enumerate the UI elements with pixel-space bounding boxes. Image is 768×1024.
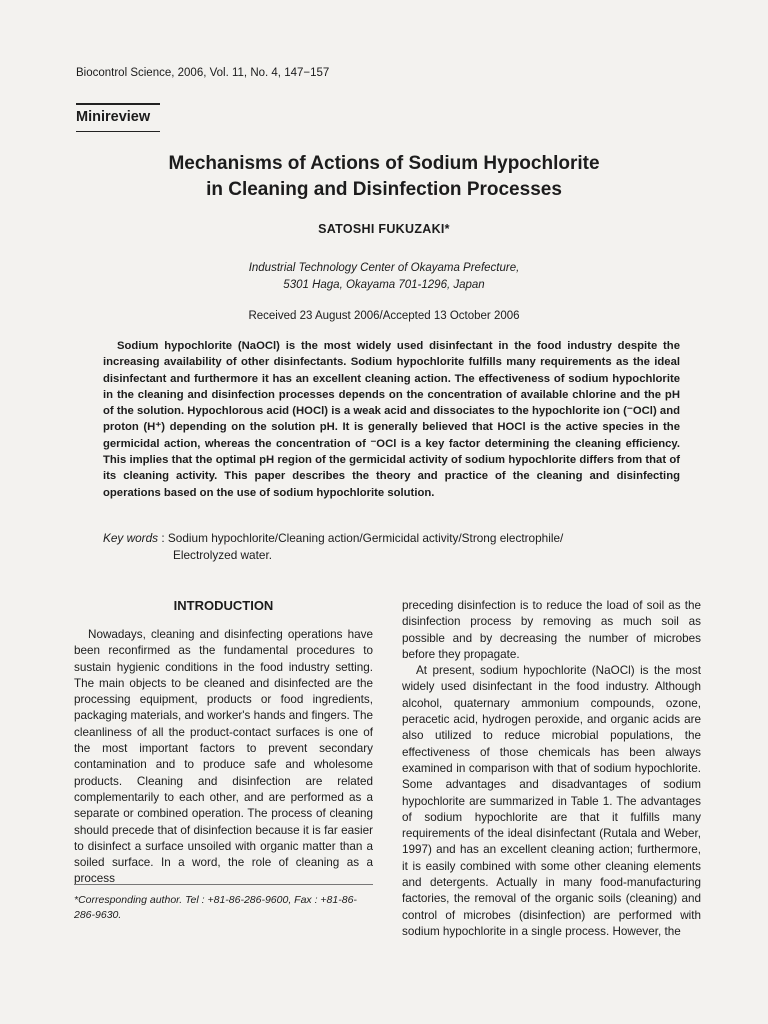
footnote-rule xyxy=(74,884,373,885)
right-paragraph-1: preceding disinfection is to reduce the load of soil as the disinfection process by removing as much soil as possible and by decreasing the number of microbes before they propagate. xyxy=(402,599,701,661)
introduction-heading: INTRODUCTION xyxy=(173,598,274,613)
affiliation-line-2: 5301 Haga, Okayama 701-1296, Japan xyxy=(283,279,485,291)
affiliation-line-1: Industrial Technology Center of Okayama Prefecture, xyxy=(248,262,520,274)
section-label: Minireview xyxy=(76,109,151,125)
corresponding-author-footnote: *Corresponding author. Tel : +81-86-286-9600, Fax : +81-86-286-9630. xyxy=(74,894,357,921)
left-column xyxy=(74,598,373,888)
right-column xyxy=(402,598,701,940)
article-title xyxy=(0,151,768,203)
right-paragraph-2: At present, sodium hypochlorite (NaOCl) is the most widely used disinfectant in the food industry. Although alcohol, quaternary ammonium compounds, ozone, peracetic acid, hydrogen peroxide, and organic acids are also utilized to reduce microbial populations, the effectiveness of those chemicals has been always examined in comparison with that of sodium hypochlorite. Some advantages and disadvantages of sodium hypochlorite are summarized in Table 1. The advantages of sodium hypochlorite are that it fulfills many requirements of the ideal disinfectant (Rutala and Weber, 1997) and has an excellent cleaning action; furthermore, it is easily combined with some other cleaning elements and detergents. Actually in many food-manufacturing factories, the removal of the organic soils (cleaning) and control of microbes (disinfection) are performed with sodium hypochlorite in a single process. However, the xyxy=(402,664,701,938)
section-rule-top xyxy=(76,103,160,105)
section-rule-bottom xyxy=(76,131,160,132)
abstract: Sodium hypochlorite (NaOCl) is the most widely used disinfectant in the food industry despite the increasing availability of other disinfectants. Sodium hypochlorite fulfills many requirements as the ideal disinfectant and furthermore it has an excellent cleaning action. The effectiveness of sodium hypochlorite in the cleaning and disinfection processes depends on the concentration of available chlorine and the pH of the solution. Hypochlorous acid (HOCl) is a weak acid and dissociates to the hypochlorite ion (⁻OCl) and proton (H⁺) depending on the solution pH. It is generally believed that HOCl is the active species in the germicidal action, whereas the concentration of ⁻OCl is a key factor determining the cleaning efficiency. This implies that the optimal pH region of the germicidal activity of sodium hypochlorite differs from that of its cleaning activity. This paper describes the theory and practice of the cleaning and disinfecting operations based on the use of sodium hypochlorite solution. xyxy=(103,340,680,499)
keywords-label: Key words xyxy=(103,531,159,545)
journal-citation: Biocontrol Science, 2006, Vol. 11, No. 4, 147−157 xyxy=(76,67,330,79)
author-name: SATOSHI FUKUZAKI* xyxy=(318,222,450,236)
keywords xyxy=(103,530,563,563)
received-accepted-dates: Received 23 August 2006/Accepted 13 October 2006 xyxy=(248,310,520,322)
title-line-1: Mechanisms of Actions of Sodium Hypochlorite xyxy=(168,153,600,174)
keywords-line-2: Electrolyzed water. xyxy=(173,547,273,562)
affiliation xyxy=(0,260,768,294)
title-line-2: in Cleaning and Disinfection Processes xyxy=(206,179,562,200)
intro-paragraph: Nowadays, cleaning and disinfecting operations have been reconfirmed as the fundamental procedures to sustain hygienic conditions in the food industry setting. The main objects to be cleaned and disinfected are the processing equipment, products or food ingredients, packaging materials, and worker's hands and fingers. The cleanliness of all the product-contact surfaces is one of the most important factors to prevent secondary contamination and to produce safe and wholesome products. Cleaning and disinfection are related complementarily to each other, and are performed as a separate or combined operation. The process of cleaning should precede that of disinfection because it is far easier to disinfect a surface unsoiled with organic matter than a soiled surface. In a word, the role of cleaning as a process xyxy=(74,628,373,886)
keywords-line-1: Sodium hypochlorite/Cleaning action/Germicidal activity/Strong electrophile/ xyxy=(167,531,564,545)
keywords-colon: : xyxy=(158,531,168,545)
